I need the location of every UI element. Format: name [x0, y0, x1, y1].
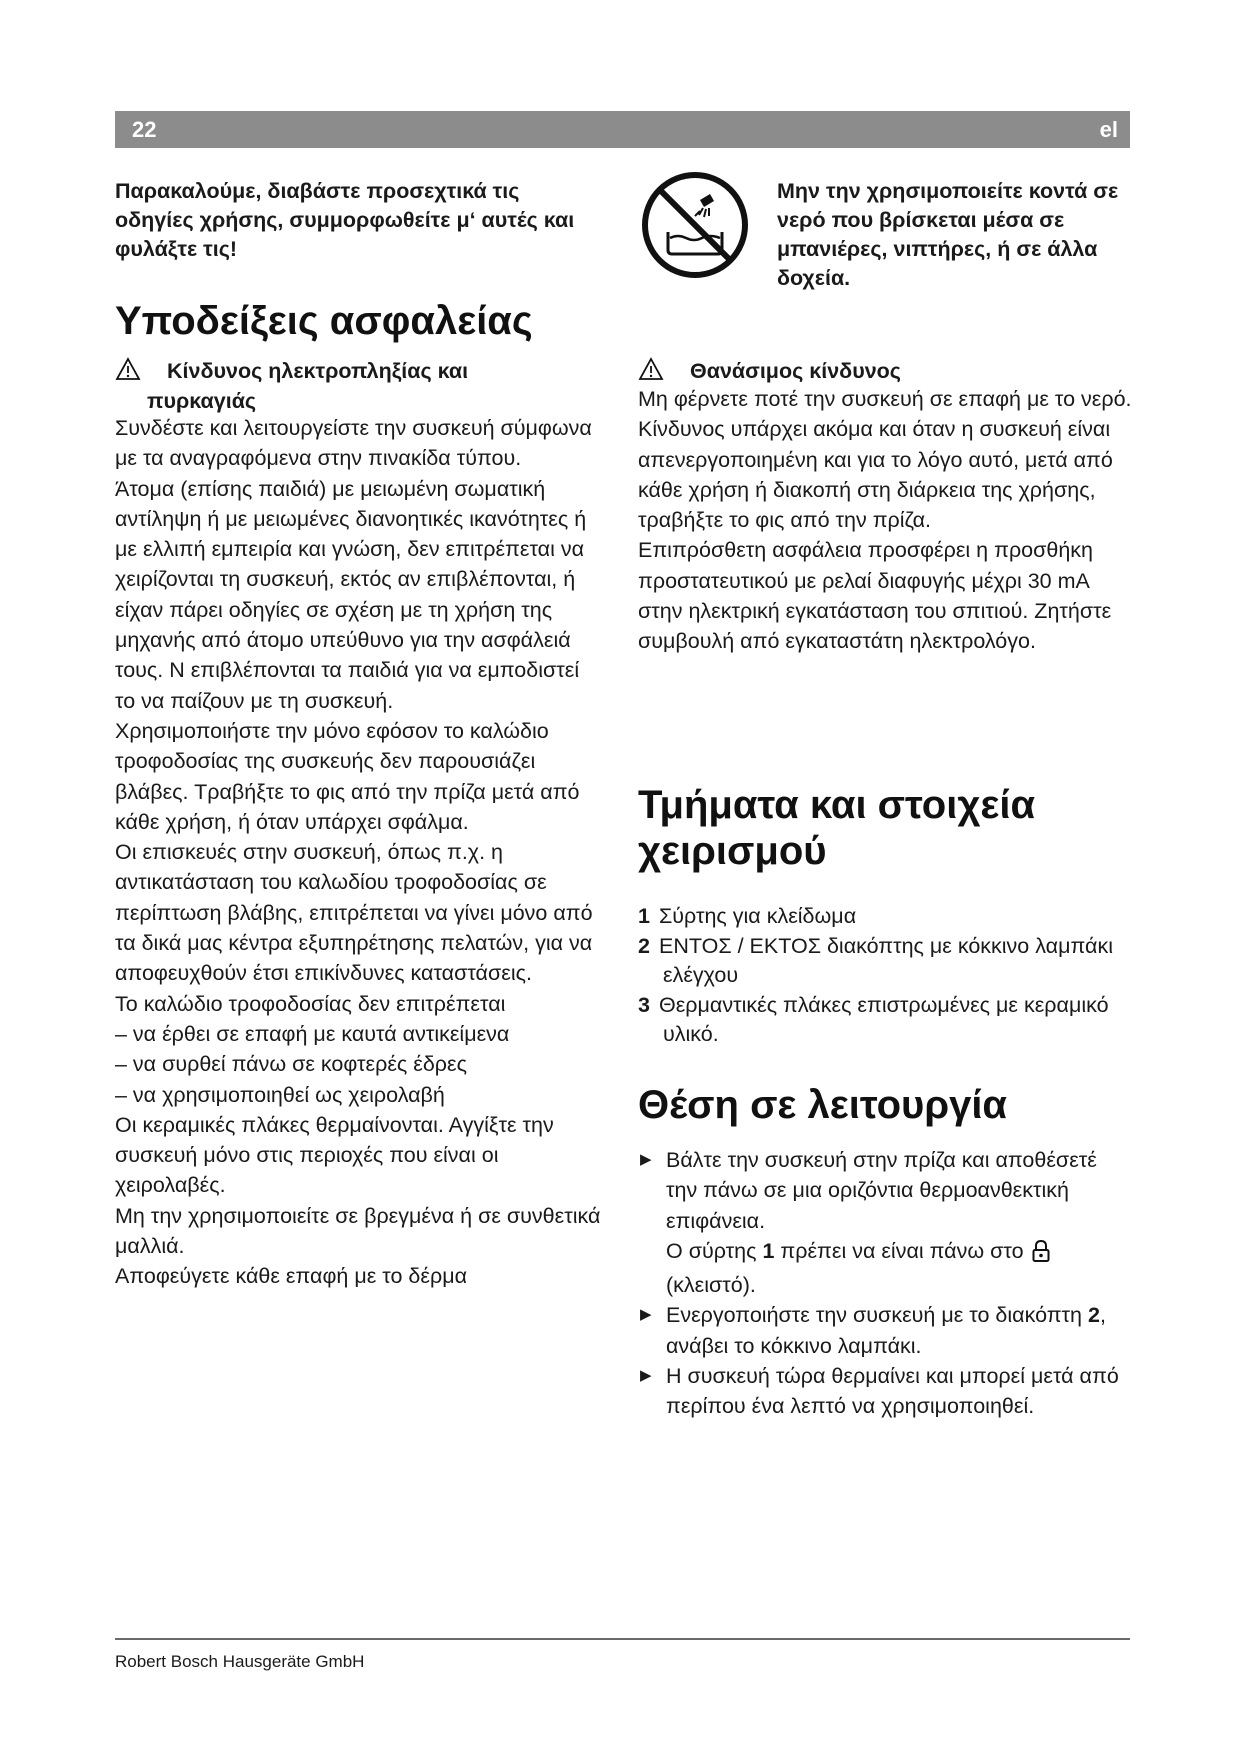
step-text: Βάλτε την συσκευή στην πρίζα και αποθέσετέ την πάνω σε μια οριζόντια θερμοανθεκτική επιφάνεια. [666, 1148, 1097, 1233]
parts-title-line2: χειρισμού [638, 829, 827, 873]
step-note: Ο σύρτης [666, 1238, 763, 1263]
safety-list-item: – να χρησιμοποιηθεί ως χειρολαβή [115, 1082, 445, 1107]
bullet-arrow-icon: ▶ [640, 1151, 652, 1168]
parts-title [638, 782, 1035, 874]
fatal-body [638, 384, 1133, 657]
step-3 [638, 1361, 1133, 1422]
safety-list-item: – να έρθει σε επαφή με καυτά αντικείμενα [115, 1021, 510, 1046]
step-note: (κλειστό). [666, 1273, 756, 1298]
bullet-arrow-icon: ▶ [640, 1367, 652, 1385]
safety-paragraph: Συνδέστε και λειτουργείστε την συσκευή σύμφωνα με τα αναγραφόμενα στην πινακίδα τύπου. [115, 416, 592, 471]
bullet-arrow-icon: ▶ [640, 1306, 652, 1324]
intro-text: Παρακαλούμε, διαβάστε προσεχτικά τις οδηγίες χρήσης, συμμορφωθείτε μ‘ αυτές και φυλάξτε τις! [115, 179, 575, 261]
part-text: Σύρτης για κλείδωμα [659, 904, 857, 928]
footer-company: Robert Bosch Hausgeräte GmbH [115, 1652, 365, 1671]
page-number: 22 [132, 116, 157, 142]
list-item [638, 991, 1133, 1050]
safety-paragraph: Χρησιμοποιήστε την μόνο εφόσον το καλώδιο τροφοδοσίας της συσκευής δεν παρουσιάζει βλάβες. Τραβήξτε το φις από την πρίζα μετά από κάθε χρήση, ή όταν υπάρχει σφάλμα. [115, 718, 580, 834]
safety-paragraph: Το καλώδιο τροφοδοσίας δεν επιτρέπεται [115, 991, 506, 1016]
safety-list-item: – να συρθεί πάνω σε κοφτερές έδρες [115, 1052, 467, 1077]
lock-icon [1032, 1240, 1050, 1270]
warning-triangle-icon [115, 357, 143, 388]
safety-title: Υποδείξεις ασφαλείας [115, 299, 533, 343]
fatal-warning-title: Θανάσιμος κίνδυνος [690, 359, 901, 383]
safety-body [115, 413, 605, 1292]
part-number: 2 [638, 933, 650, 958]
step-note: πρέπει να είναι πάνω στο [774, 1238, 1024, 1263]
part-number: 3 [638, 992, 650, 1017]
water-warning-text: Μην την χρησιμοποιείτε κοντά σε νερό που βρίσκεται μέσα σε μπανιέρες, νιπτήρες, ή σε άλλα δοχεία. [777, 179, 1119, 290]
safety-paragraph: Μη την χρησιμοποιείτε σε βρεγμένα ή σε συνθετικά μαλλιά. [115, 1203, 601, 1259]
list-item [638, 932, 1133, 991]
operation-title: Θέση σε λειτουργία [638, 1083, 1008, 1127]
safety-paragraph: Οι επισκευές στην συσκευή, όπως π.χ. η αντικατάσταση του καλωδίου τροφοδοσίας σε περίπτωση βλάβης, επιτρέπεται να γίνει μόνο από τα δικά μας κέντρα εξυπηρέτησης πελατών, για να αποφευχθούν έτσι επικίνδυνες καταστάσεις. [115, 840, 593, 986]
step-note-number: 1 [762, 1238, 775, 1263]
part-number: 1 [638, 904, 650, 928]
safety-paragraph: Άτομα (επίσης παιδιά) με μειωμένη σωματική αντίληψη ή με μειωμένες διανοητικές ικανότητες ή με ελλιπή εμπειρία και γνώση, δεν επιτρέπεται να χειρίζονται τη συσκευή, εκτός αν επιβλέπονται, ή είχαν πάρει οδηγίες σε σχέση με τη χρήση της μηχανής από άτομο υπεύθυνο για την ασφάλειά τους. Ν επιβλέπονται τα παιδιά για να εμποδιστεί το να παίζουν με τη συσκευή. [115, 476, 587, 713]
step-text: Ενεργοποιήστε την συσκευή με το διακόπτη [666, 1303, 1088, 1328]
language-code: el [1099, 116, 1118, 142]
safety-paragraph: Αποφεύγετε κάθε επαφή με το δέρμα [115, 1264, 468, 1289]
step-text: , ανάβει το κόκκινο λαμπάκι. [666, 1303, 1106, 1358]
footer-divider [115, 1638, 1130, 1640]
fatal-paragraph: Μη φέρνετε ποτέ την συσκευή σε επαφή με το νερό. Κίνδυνος υπάρχει ακόμα και όταν η συσκευή είναι απενεργοποιημένη και για το λόγο αυτό, μετά από κάθε χρήση ή διακοπή στη διάρκεια της χρήσης, τραβήξτε το φις από την πρίζα. [638, 387, 1132, 533]
parts-title-line1: Τμήματα και στοιχεία [638, 783, 1036, 827]
part-text: ΕΝΤΟΣ / ΕΚΤΟΣ διακόπτης με κόκκινο λαμπάκι ελέγχου [659, 933, 1113, 987]
step-number: 2 [1087, 1303, 1100, 1328]
parts-list [638, 902, 1133, 1050]
step-text: Η συσκευή τώρα θερμαίνει και μπορεί μετά από περίπου ένα λεπτό να χρησιμοποιηθεί. [666, 1364, 1119, 1419]
fatal-paragraph: Επιπρόσθετη ασφάλεια προσφέρει η προσθήκη προστατευτικού με ρελαί διαφυγής μέχρι 30 mA στην ηλεκτρική εγκατάσταση του σπιτιού. Ζητήστε συμβουλή από εγκαταστάτη ηλεκτρολόγο. [638, 538, 1112, 654]
operation-steps [638, 1145, 1133, 1422]
safety-paragraph: Οι κεραμικές πλάκες θερμαίνονται. Αγγίξτε την συσκευή μόνο στις περιοχές που είναι οι χειρολαβές. [115, 1112, 554, 1198]
shock-warning-heading [115, 357, 615, 415]
shock-warning-title-1: Κίνδυνος ηλεκτροπληξίας και [167, 359, 469, 383]
step-1 [638, 1145, 1133, 1300]
no-water-bath-icon [640, 170, 750, 280]
page-header [115, 111, 1130, 148]
shock-warning-title-2: πυρκαγιάς [147, 389, 257, 413]
part-text: Θερμαντικές πλάκες επιστρωμένες με κεραμικό υλικό. [659, 992, 1109, 1046]
step-2 [638, 1300, 1133, 1361]
list-item [638, 902, 1133, 932]
